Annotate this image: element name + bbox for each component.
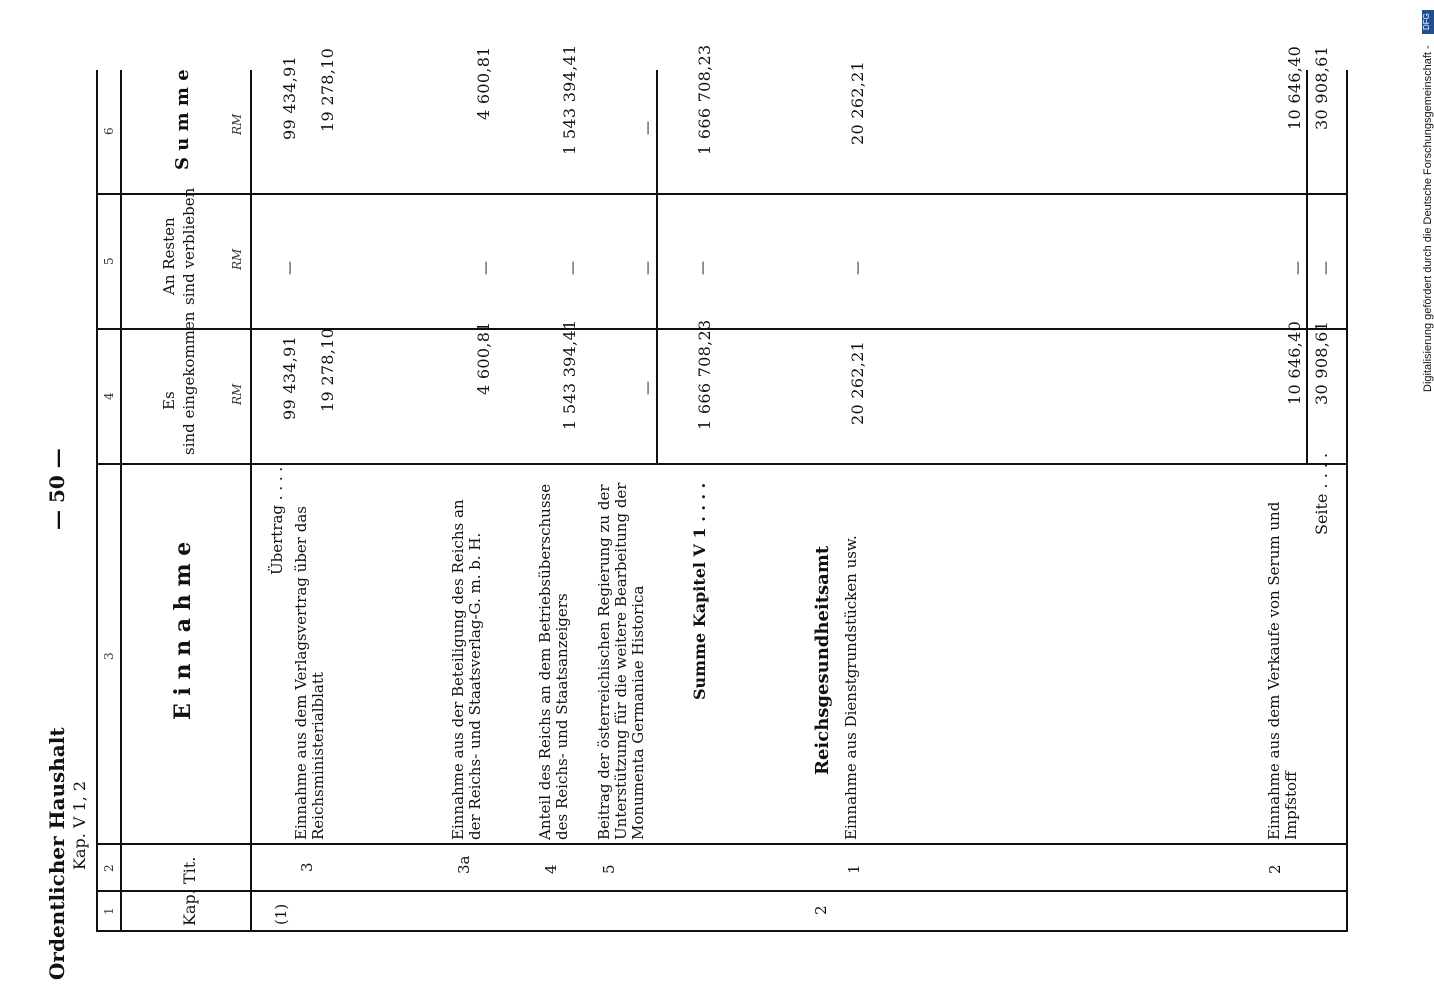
- col-num-2: 2: [102, 864, 116, 872]
- row-summe: 1 543 394,41: [560, 44, 579, 155]
- col-divider-tit: [96, 890, 1348, 892]
- row-kap: 2: [812, 905, 830, 915]
- row-resten: —: [1290, 261, 1306, 275]
- row-summe: 30 908,61: [1312, 45, 1331, 130]
- table-column-number-rule: [120, 70, 122, 930]
- row-resten: —: [640, 261, 656, 275]
- col-divider-resten: [96, 328, 1348, 330]
- row-eingekommen: 1 543 394,41: [560, 319, 579, 430]
- row-summe: —: [640, 121, 656, 135]
- row-kap: (1): [272, 903, 290, 925]
- row-tit: 3: [298, 862, 316, 872]
- col-header-resten-2: sind verblieben: [180, 187, 198, 305]
- row-eingekommen: 30 908,61: [1312, 320, 1331, 405]
- row-summe: 10 646,40: [1285, 45, 1304, 130]
- digitization-credit: [1418, 0, 1434, 1000]
- row-tit: 1: [845, 864, 863, 874]
- page-header-title: Ordentlicher Haushalt: [45, 727, 69, 980]
- col-divider-summe: [96, 193, 1348, 195]
- section-heading: Reichsgesundheitsamt: [812, 545, 833, 775]
- page-number: — 50 —: [45, 448, 69, 530]
- unit-label-6: RM: [230, 113, 244, 135]
- row-summe: 1 666 708,23: [695, 44, 714, 155]
- row-resten: —: [565, 261, 581, 275]
- col-num-5: 5: [102, 257, 116, 265]
- col-header-tit: Tit.: [180, 856, 199, 884]
- row-summe: 19 278,10: [318, 47, 337, 132]
- row-resten: —: [478, 261, 494, 275]
- row-eingekommen: 10 646,40: [1285, 320, 1304, 405]
- col-num-4: 4: [102, 392, 116, 400]
- row-eingekommen: 19 278,10: [318, 327, 337, 412]
- seite-rule-col4: [1306, 195, 1308, 463]
- row-resten: —: [1318, 261, 1334, 275]
- dfg-logo: DFG: [1422, 10, 1434, 34]
- unit-label-5: RM: [230, 248, 244, 270]
- col-header-eingekommen-2: sind eingekommen: [180, 311, 198, 455]
- row-resten: —: [850, 261, 866, 275]
- sum-rule-col4: [656, 195, 658, 463]
- col-divider-eingekommen: [96, 463, 1348, 465]
- col-num-6: 6: [102, 127, 116, 135]
- col-header-eingekommen-1: Es: [160, 391, 178, 410]
- row-eingekommen: 1 666 708,23: [695, 319, 714, 430]
- col-divider-einnahme: [96, 843, 1348, 845]
- row-tit: 3a: [455, 855, 473, 874]
- row-text: Einnahme aus Dienstgrundstücken usw.: [842, 535, 860, 840]
- row-eingekommen: 99 434,91: [280, 335, 299, 420]
- sum-rule-col6: [656, 70, 658, 193]
- row-text: Einnahme aus dem Verlagsvertrag über das Reichsministerialblatt: [292, 506, 327, 840]
- col-header-einnahme: E i n n a h m e: [170, 541, 196, 720]
- col-divider-kap: [96, 930, 1348, 932]
- row-text-seite: Seite . . . .: [1312, 452, 1331, 535]
- row-text-sum-kapitel: Summe Kapitel V 1 . . . .: [690, 482, 709, 700]
- row-eingekommen: 20 262,21: [848, 340, 867, 425]
- row-text: Anteil des Reichs an dem Betriebsüberschusse des Reichs- und Staatsanzeigers: [536, 483, 571, 840]
- row-tit: 5: [600, 864, 618, 874]
- table-header-rule: [250, 70, 252, 930]
- col-header-summe: S u m m e: [172, 69, 193, 170]
- credit-text: Digitalisierung gefördert durch die Deutsche Forschungsgemeinschaft -: [1422, 45, 1434, 392]
- row-tit: 4: [542, 864, 560, 874]
- row-resten: —: [282, 261, 298, 275]
- row-eingekommen: —: [640, 381, 656, 395]
- col-header-kap: Kap.: [180, 889, 199, 926]
- unit-label-4: RM: [230, 383, 244, 405]
- chapter-reference: Kap. V 1, 2: [70, 780, 89, 870]
- row-text: Einnahme aus der Beteiligung des Reichs an der Reichs- und Staatsverlag-G. m. b. H.: [449, 499, 484, 840]
- table-bottom-rule: [1346, 70, 1348, 930]
- row-text-uebertrag: Übertrag . . . .: [268, 466, 286, 575]
- row-summe: 99 434,91: [280, 55, 299, 140]
- table-top-rule: [96, 70, 98, 930]
- seite-rule-col6: [1306, 70, 1308, 193]
- col-header-resten-1: An Resten: [160, 217, 178, 295]
- row-text: Einnahme aus dem Verkaufe von Serum und Impfstoff: [1265, 501, 1300, 840]
- col-num-3: 3: [102, 652, 116, 660]
- col-num-1: 1: [102, 907, 116, 915]
- row-summe: 4 600,81: [474, 46, 493, 120]
- row-tit: 2: [1266, 864, 1284, 874]
- row-summe: 20 262,21: [848, 60, 867, 145]
- row-eingekommen: 4 600,81: [474, 321, 493, 395]
- row-resten: —: [695, 261, 711, 275]
- row-text: Beitrag der österreichischen Regierung zu der Unterstützung für die weitere Bearbeitung der Monumenta Germaniae Historica: [595, 482, 647, 840]
